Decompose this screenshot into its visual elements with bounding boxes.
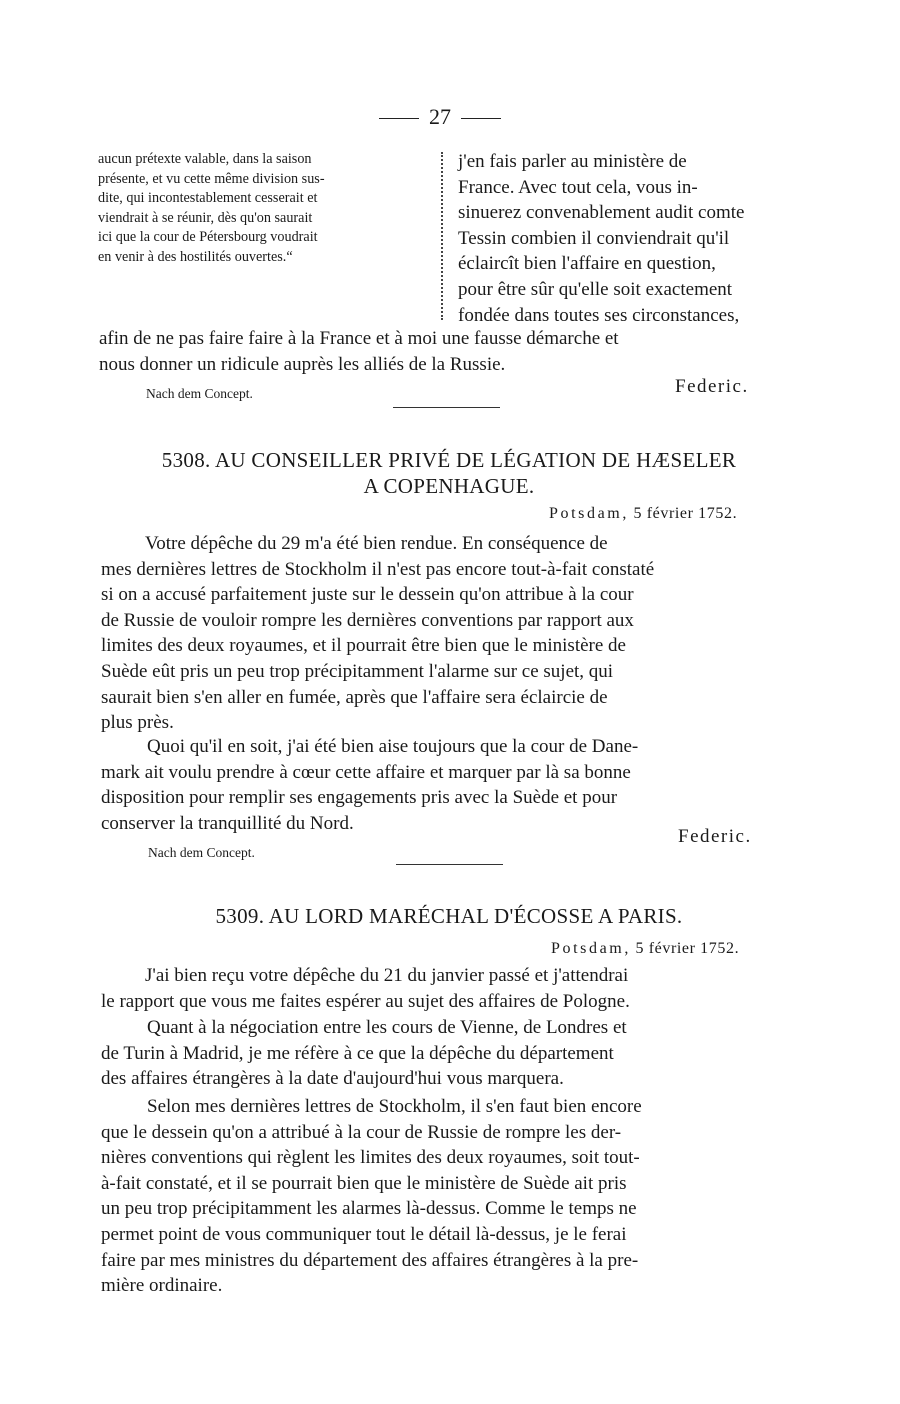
concept-note: Nach dem Concept.: [146, 386, 253, 401]
dateline-place: Potsdam,: [549, 505, 629, 522]
letter-heading-line: 5309. AU LORD MARÉCHAL D'ÉCOSSE A PARIS.: [215, 904, 683, 928]
column-divider: [441, 152, 443, 320]
letter-heading: [96, 903, 802, 929]
paragraph-line: limites des deux royaumes, et il pourrait être bien que le ministère de: [101, 635, 626, 657]
paragraph-line: conserver la tranquillité du Nord.: [101, 812, 354, 834]
column-line: France. Avec tout cela, vous in-: [458, 176, 698, 198]
dateline: [551, 940, 739, 958]
footnote-line: aucun prétexte valable, dans la saison: [98, 151, 312, 167]
footnote-quote: [98, 150, 432, 267]
paragraph-line: mière ordinaire.: [101, 1275, 223, 1297]
footnote-line: ici que la cour de Pétersbourg voudrait: [98, 229, 318, 245]
paragraph-line: des affaires étrangères à la date d'aujourd'hui vous marquera.: [101, 1068, 564, 1090]
letter-heading-line: A COPENHAGUE.: [363, 474, 535, 498]
paragraph-line: J'ai bien reçu votre dépêche du 21 du janvier passé et j'attendrai: [145, 965, 629, 986]
letter-heading: [96, 447, 802, 499]
footnote-line: en venir à des hostilités ouvertes.“: [98, 248, 293, 265]
paragraph-line: si on a accusé parfaitement juste sur le dessein qu'on attribue à la cour: [101, 584, 634, 606]
paragraph-line: à-fait constaté, et il se pourrait bien que le ministère de Suède ait pris: [101, 1172, 627, 1194]
letter-paragraph: [101, 734, 800, 836]
paragraph-line: le rapport que vous me faites espérer au sujet des affaires de Pologne.: [101, 990, 630, 1012]
concept-note: Nach dem Concept.: [148, 845, 255, 860]
column-line: Tessin combien il conviendrait qu'il: [458, 227, 730, 249]
paragraph-line: Suède eût pris un peu trop précipitamment l'alarme sur ce sujet, qui: [101, 660, 614, 682]
footnote-line: présente, et vu cette même division sus-: [98, 170, 325, 187]
dateline-date: 5 février 1752.: [635, 940, 740, 957]
paragraph-line: nières conventions qui règlent les limites des deux royaumes, soit tout-: [101, 1147, 640, 1169]
footnote-line: viendrait à se réunir, dès qu'on saurait: [98, 209, 313, 226]
paragraph-line: que le dessein qu'on a attribué à la cour de Russie de rompre les der-: [101, 1121, 622, 1143]
paragraph-line: mark ait voulu prendre à cœur cette affaire et marquer par là sa bonne: [101, 761, 631, 783]
dateline-date: 5 février 1752.: [633, 505, 738, 522]
page-number: [360, 104, 520, 130]
paragraph-line: un peu trop précipitamment les alarmes là-dessus. Comme le temps ne: [101, 1198, 637, 1220]
paragraph-line: Votre dépêche du 29 m'a été bien rendue. En conséquence de: [145, 533, 608, 554]
continuation-column: [458, 149, 796, 328]
letter-paragraph: [101, 531, 800, 736]
paragraph-line: mes dernières lettres de Stockholm il n'est pas encore tout-à-fait constaté: [101, 558, 655, 580]
paragraph-line: permet point de vous communiquer tout le détail là-dessus, je le ferai: [101, 1223, 627, 1245]
page-number-left-dash: [379, 118, 419, 119]
paragraph-line: disposition pour remplir ses engagements pris avec la Suède et pour: [101, 787, 618, 809]
letter-paragraph: [101, 1015, 800, 1092]
letter-paragraph: [101, 1094, 800, 1299]
paragraph-line: plus près.: [101, 712, 174, 734]
column-line: éclaircît bien l'affaire en question,: [458, 253, 716, 275]
footnote-line: dite, qui incontestablement cesserait et: [98, 190, 318, 206]
dateline-place: Potsdam,: [551, 940, 631, 957]
dateline: [549, 505, 737, 523]
section-separator: [396, 864, 503, 865]
section-separator: [393, 407, 500, 408]
continuation-line: afin de ne pas faire faire à la France et à moi une fausse démarche et: [99, 328, 619, 349]
paragraph-line: faire par mes ministres du département des affaires étrangères à la pre-: [101, 1249, 639, 1271]
paragraph-line: Selon mes dernières lettres de Stockholm, il s'en faut bien encore: [147, 1096, 642, 1117]
letter-heading-line: 5308. AU CONSEILLER PRIVÉ DE LÉGATION DE HÆSELER: [161, 448, 737, 472]
continuation-line: nous donner un ridicule auprès les alliés de la Russie.: [99, 354, 506, 375]
paragraph-line: Quant à la négociation entre les cours de Vienne, de Londres et: [147, 1017, 627, 1038]
column-line: fondée dans toutes ses circonstances,: [458, 304, 740, 326]
page-number-right-dash: [461, 118, 501, 119]
letter-paragraph: [101, 963, 800, 1014]
column-line: j'en fais parler au ministère de: [458, 151, 687, 172]
paragraph-line: de Russie de vouloir rompre les dernières conventions par rapport aux: [101, 609, 634, 631]
signature: Federic.: [678, 826, 752, 847]
paragraph-line: Quoi qu'il en soit, j'ai été bien aise toujours que la cour de Dane-: [147, 736, 639, 757]
column-line: pour être sûr qu'elle soit exactement: [458, 278, 733, 300]
page-number-text: 27: [429, 104, 451, 129]
column-line: sinuerez convenablement audit comte: [458, 202, 745, 224]
paragraph-line: de Turin à Madrid, je me réfère à ce que la dépêche du département: [101, 1042, 614, 1064]
paragraph-line: saurait bien s'en aller en fumée, après que l'affaire sera éclaircie de: [101, 686, 608, 708]
signature: Federic.: [675, 376, 749, 397]
